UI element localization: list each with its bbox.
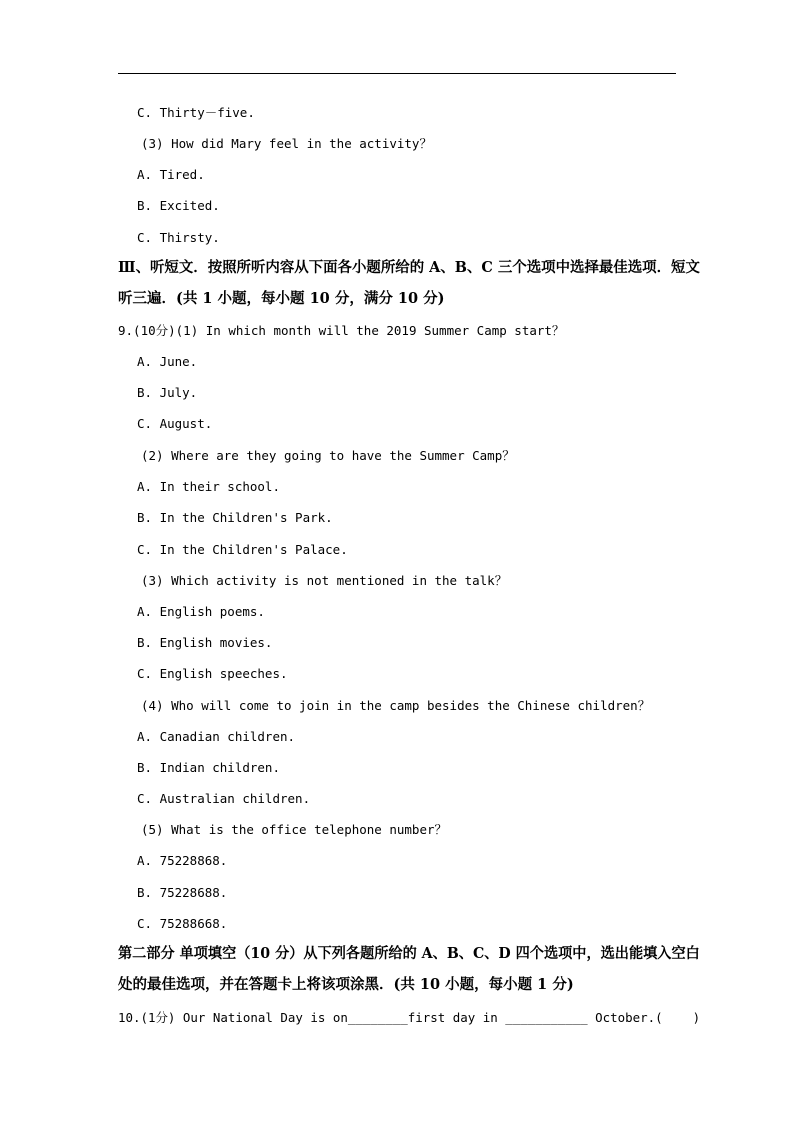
option-line: C. Thirty－five. (137, 105, 255, 120)
option-line: B. July. (137, 385, 198, 400)
option-line: B. In the Children's Park. (137, 510, 333, 525)
subquestion-line: (4) Who will come to join in the camp besides the Chinese children？ (141, 698, 651, 713)
option-line: B. Indian children. (137, 760, 280, 775)
option-line: C. Australian children. (137, 791, 311, 806)
header-rule (118, 73, 676, 74)
option-line: C. Thirsty. (137, 230, 220, 245)
question-line: 10.(1分) Our National Day is on________first day in ___________ October.( ) (118, 1010, 701, 1025)
option-line: B. English movies. (137, 635, 273, 650)
section-heading: 听三遍．(共 1 小题，每小题 10 分，满分 10 分) (118, 290, 445, 307)
option-line: A. June. (137, 354, 198, 369)
option-line: A. 75228868. (137, 853, 228, 868)
subquestion-line: (3) How did Mary feel in the activity？ (141, 136, 432, 151)
option-line: C. In the Children's Palace. (137, 542, 348, 557)
subquestion-line: (3) Which activity is not mentioned in the talk？ (141, 573, 508, 588)
section-heading: Ⅲ、听短文．按照所听内容从下面各小题所给的 A、B、C 三个选项中选择最佳选项．短文 (118, 259, 700, 276)
option-line: B. 75228688. (137, 885, 228, 900)
question-line: 9.(10分)(1) In which month will the 2019 Summer Camp start？ (118, 323, 565, 338)
subquestion-line: (5) What is the office telephone number？ (141, 822, 447, 837)
option-line: C. 75288668. (137, 916, 228, 931)
option-line: C. August. (137, 416, 213, 431)
option-line: B. Excited. (137, 198, 220, 213)
option-line: A. In their school. (137, 479, 280, 494)
section-heading: 第二部分 单项填空（10 分）从下列各题所给的 A、B、C、D 四个选项中，选出能填入空白 (118, 945, 700, 962)
section-heading: 处的最佳选项，并在答题卡上将该项涂黑．(共 10 小题，每小题 1 分) (118, 976, 574, 993)
option-line: A. Tired. (137, 167, 205, 182)
option-line: A. English poems. (137, 604, 265, 619)
subquestion-line: (2) Where are they going to have the Summer Camp？ (141, 448, 515, 463)
option-line: A. Canadian children. (137, 729, 296, 744)
option-line: C. English speeches. (137, 666, 288, 681)
